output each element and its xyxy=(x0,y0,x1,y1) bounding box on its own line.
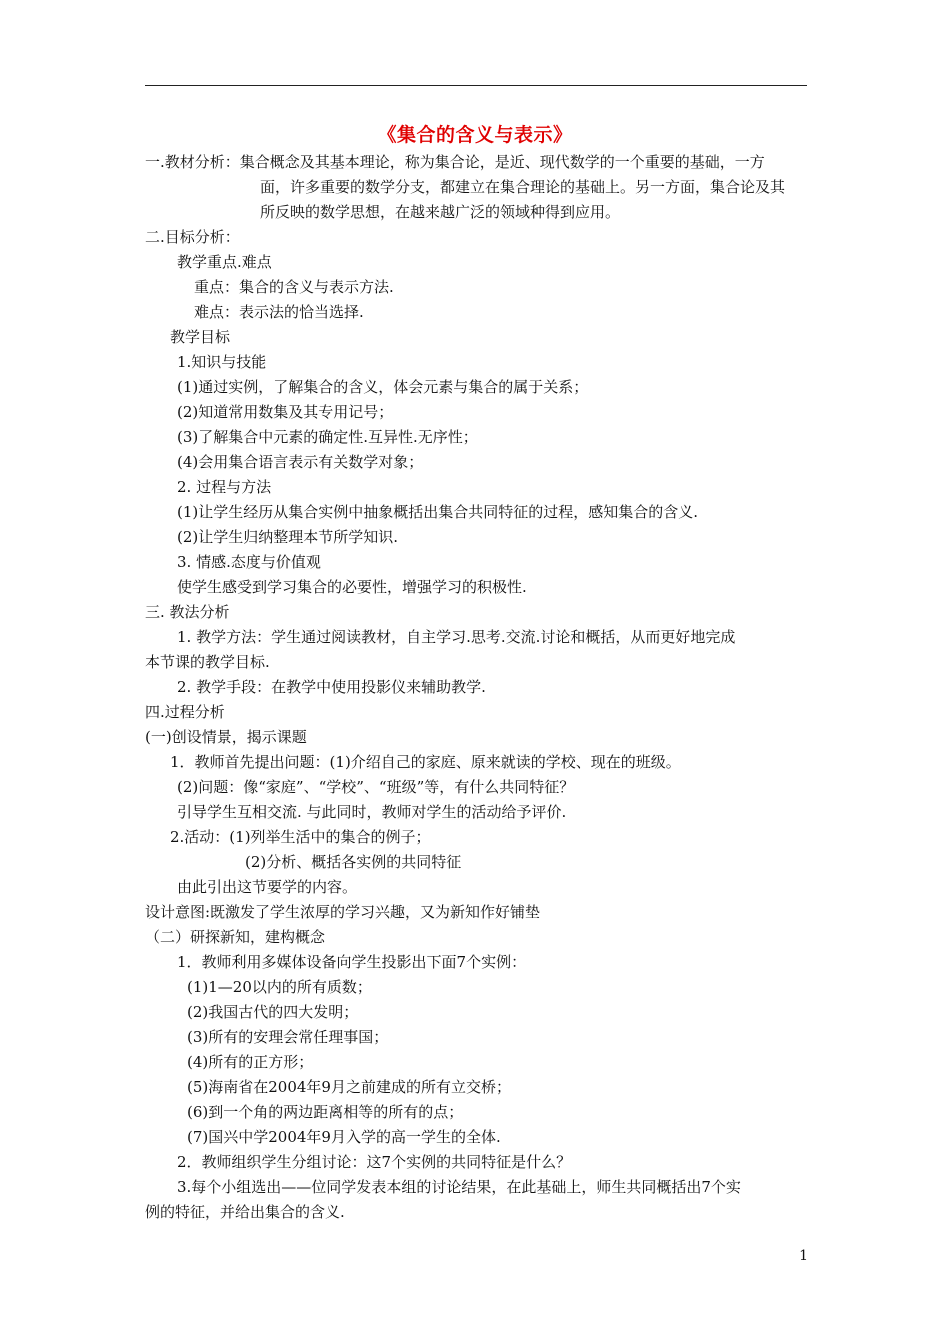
text-line: (3)了解集合中元素的确定性.互异性.无序性； xyxy=(177,428,478,446)
text-line: (4)会用集合语言表示有关数学对象； xyxy=(177,453,424,471)
text-line: 设计意图:既激发了学生浓厚的学习兴趣，又为新知作好铺垫 xyxy=(145,903,541,921)
text-line: (1)通过实例，了解集合的含义，体会元素与集合的属于关系； xyxy=(177,378,589,396)
text-line: (2)让学生归纳整理本节所学知识. xyxy=(177,528,399,546)
text-line: 本节课的教学目标. xyxy=(145,653,270,671)
section-heading: 四.过程分析 xyxy=(145,703,225,721)
text-line: 2. 过程与方法 xyxy=(177,478,272,496)
header-rule xyxy=(145,85,807,86)
text-line: 重点：集合的含义与表示方法. xyxy=(194,278,394,296)
text-line: (2)问题：像“家庭”、“学校”、“班级”等，有什么共同特征？ xyxy=(177,778,575,796)
text-line: 2.活动：(1)列举生活中的集合的例子； xyxy=(170,828,431,846)
text-line: 2．教师组织学生分组讨论：这7个实例的共同特征是什么？ xyxy=(177,1153,572,1171)
text-line: 3. 情感.态度与价值观 xyxy=(177,553,321,571)
text-line: (5)海南省在2004年9月之前建成的所有立交桥； xyxy=(187,1078,511,1096)
section-heading: （二）研探新知，建构概念 xyxy=(145,928,326,946)
text-line: (4)所有的正方形； xyxy=(187,1053,314,1071)
text-line: 例的特征，并给出集合的含义. xyxy=(145,1203,345,1221)
text-line: (7)国兴中学2004年9月入学的高一学生的全体. xyxy=(187,1128,501,1146)
text-line: (1)1—20以内的所有质数； xyxy=(187,978,372,996)
text-line: (一)创设情景，揭示课题 xyxy=(145,728,307,746)
text-line: 1.知识与技能 xyxy=(177,353,267,371)
text-line: 2. 教学手段：在教学中使用投影仪来辅助教学. xyxy=(177,678,486,696)
text-line: 由此引出这节要学的内容。 xyxy=(177,878,358,896)
text-line: 所反映的数学思想，在越来越广泛的领域种得到应用。 xyxy=(260,203,621,221)
text-line: 面，许多重要的数学分支，都建立在集合理论的基础上。另一方面，集合论及其 xyxy=(260,178,786,196)
text-line: 1. 教学方法：学生通过阅读教材，自主学习.思考.交流.讨论和概括，从而更好地完成 xyxy=(177,628,736,646)
section-heading: 二.目标分析： xyxy=(145,228,240,246)
text-line: (3)所有的安理会常任理事国； xyxy=(187,1028,389,1046)
text-line: 1．教师利用多媒体设备向学生投影出下面7个实例： xyxy=(177,953,527,971)
section-heading: 三. 教法分析 xyxy=(145,603,230,621)
text-line: 教学重点.难点 xyxy=(177,253,272,271)
text-line: 难点：表示法的恰当选择. xyxy=(194,303,364,321)
text-line: (6)到一个角的两边距离相等的所有的点； xyxy=(187,1103,464,1121)
text-line: 引导学生互相交流. 与此同时，教师对学生的活动给予评价. xyxy=(177,803,567,821)
text-line: 一.教材分析：集合概念及其基本理论，称为集合论，是近、现代数学的一个重要的基础，一方 xyxy=(145,153,765,171)
text-line: 使学生感受到学习集合的必要性，增强学习的积极性. xyxy=(177,578,527,596)
page-number: 1 xyxy=(799,1248,808,1264)
text-line: 1．教师首先提出问题：(1)介绍自己的家庭、原来就读的学校、现在的班级。 xyxy=(170,753,681,771)
text-line: (2)知道常用数集及其专用记号； xyxy=(177,403,394,421)
text-line: (2)我国古代的四大发明； xyxy=(187,1003,359,1021)
text-line: 3.每个小组选出——位同学发表本组的讨论结果，在此基础上，师生共同概括出7个实 xyxy=(177,1178,741,1196)
text-line: (2)分析、概括各实例的共同特征 xyxy=(245,853,462,871)
document-title: 《集合的含义与表示》 xyxy=(377,124,573,146)
text-line: 教学目标 xyxy=(170,328,231,346)
text-line: (1)让学生经历从集合实例中抽象概括出集合共同特征的过程，感知集合的含义. xyxy=(177,503,699,521)
